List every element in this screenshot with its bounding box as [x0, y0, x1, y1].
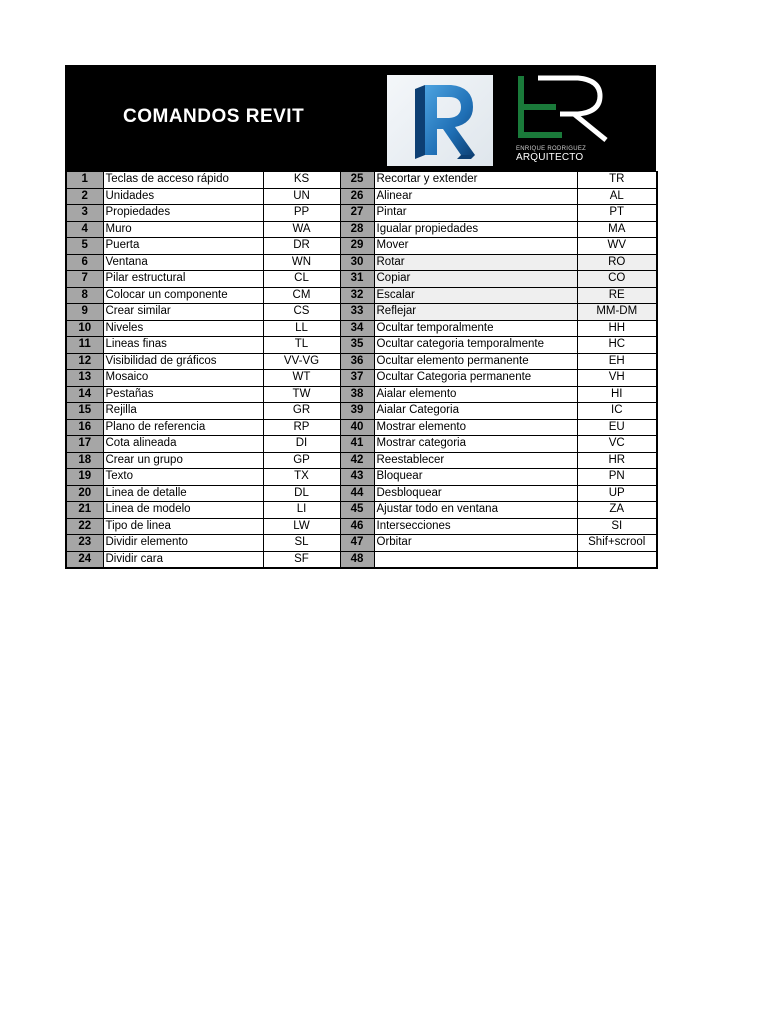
command-number: 1	[66, 172, 103, 189]
command-number: 33	[340, 304, 374, 321]
command-shortcut: GP	[263, 452, 340, 469]
command-shortcut: TW	[263, 386, 340, 403]
command-name: Ocultar elemento permanente	[374, 353, 577, 370]
command-shortcut: WA	[263, 221, 340, 238]
command-name: Lineas finas	[103, 337, 263, 354]
command-number: 34	[340, 320, 374, 337]
command-number: 37	[340, 370, 374, 387]
command-name: Plano de referencia	[103, 419, 263, 436]
table-row	[66, 436, 657, 453]
command-name: Igualar propiedades	[374, 221, 577, 238]
table-row	[66, 271, 657, 288]
command-shortcut: HC	[577, 337, 657, 354]
command-number: 38	[340, 386, 374, 403]
table-row	[66, 238, 657, 255]
command-number: 6	[66, 254, 103, 271]
command-number: 42	[340, 452, 374, 469]
command-number: 16	[66, 419, 103, 436]
command-name: Texto	[103, 469, 263, 486]
command-shortcut: LI	[263, 502, 340, 519]
table-row	[66, 172, 657, 189]
command-name: Pestañas	[103, 386, 263, 403]
command-number: 31	[340, 271, 374, 288]
command-number: 43	[340, 469, 374, 486]
command-name: Ocultar temporalmente	[374, 320, 577, 337]
command-name: Mosaico	[103, 370, 263, 387]
command-name: Mostrar elemento	[374, 419, 577, 436]
command-shortcut: Shif+scrool	[577, 535, 657, 552]
command-name: Rejilla	[103, 403, 263, 420]
command-shortcut: EH	[577, 353, 657, 370]
command-name: Unidades	[103, 188, 263, 205]
command-number: 12	[66, 353, 103, 370]
command-number: 27	[340, 205, 374, 222]
command-name: Teclas de acceso rápido	[103, 172, 263, 189]
command-name: Ajustar todo en ventana	[374, 502, 577, 519]
command-shortcut: LW	[263, 518, 340, 535]
table-row	[66, 320, 657, 337]
command-number: 14	[66, 386, 103, 403]
table-row	[66, 304, 657, 321]
command-shortcut: UN	[263, 188, 340, 205]
revit-r-icon	[387, 75, 493, 166]
command-number: 30	[340, 254, 374, 271]
command-shortcut: CM	[263, 287, 340, 304]
command-shortcut: TX	[263, 469, 340, 486]
command-name: Colocar un componente	[103, 287, 263, 304]
command-name: Reestablecer	[374, 452, 577, 469]
table-row	[66, 469, 657, 486]
command-name: Puerta	[103, 238, 263, 255]
command-shortcut: WT	[263, 370, 340, 387]
command-number: 26	[340, 188, 374, 205]
table-row	[66, 403, 657, 420]
command-number: 39	[340, 403, 374, 420]
command-shortcut: IC	[577, 403, 657, 420]
command-number: 15	[66, 403, 103, 420]
command-shortcut: LL	[263, 320, 340, 337]
command-number: 21	[66, 502, 103, 519]
command-shortcut: DL	[263, 485, 340, 502]
command-number: 25	[340, 172, 374, 189]
table-row	[66, 535, 657, 552]
command-number: 32	[340, 287, 374, 304]
command-shortcut: HI	[577, 386, 657, 403]
command-shortcut: UP	[577, 485, 657, 502]
table-row	[66, 518, 657, 535]
command-shortcut: CL	[263, 271, 340, 288]
command-shortcut: KS	[263, 172, 340, 189]
command-name: Rotar	[374, 254, 577, 271]
command-shortcut: SI	[577, 518, 657, 535]
table-row	[66, 452, 657, 469]
command-shortcut: PP	[263, 205, 340, 222]
command-shortcut: HR	[577, 452, 657, 469]
table-row	[66, 485, 657, 502]
commands-sheet	[65, 65, 656, 569]
command-number: 2	[66, 188, 103, 205]
command-shortcut: DR	[263, 238, 340, 255]
brand-name-line: ENRIQUE RODRIGUEZ	[516, 146, 587, 152]
command-number: 10	[66, 320, 103, 337]
command-name: Ocultar Categoria permanente	[374, 370, 577, 387]
command-number: 41	[340, 436, 374, 453]
command-name: Linea de modelo	[103, 502, 263, 519]
command-name: Orbitar	[374, 535, 577, 552]
command-shortcut: HH	[577, 320, 657, 337]
command-number: 36	[340, 353, 374, 370]
command-shortcut: AL	[577, 188, 657, 205]
command-number: 8	[66, 287, 103, 304]
table-row	[66, 419, 657, 436]
command-shortcut: VV-VG	[263, 353, 340, 370]
page-title: COMANDOS REVIT	[123, 106, 305, 127]
command-shortcut: VC	[577, 436, 657, 453]
command-name: Linea de detalle	[103, 485, 263, 502]
command-number: 11	[66, 337, 103, 354]
command-number: 5	[66, 238, 103, 255]
command-shortcut: PT	[577, 205, 657, 222]
command-shortcut: MA	[577, 221, 657, 238]
command-number: 29	[340, 238, 374, 255]
command-name: Crear similar	[103, 304, 263, 321]
command-name: Escalar	[374, 287, 577, 304]
command-number: 23	[66, 535, 103, 552]
table-row	[66, 386, 657, 403]
command-name: Niveles	[103, 320, 263, 337]
command-number: 18	[66, 452, 103, 469]
command-number: 47	[340, 535, 374, 552]
command-shortcut: RE	[577, 287, 657, 304]
command-shortcut: SL	[263, 535, 340, 552]
command-name: Mover	[374, 238, 577, 255]
er-monogram-icon	[508, 68, 618, 144]
table-row	[66, 370, 657, 387]
command-number: 7	[66, 271, 103, 288]
table-row	[66, 221, 657, 238]
command-number: 28	[340, 221, 374, 238]
command-shortcut: DI	[263, 436, 340, 453]
table-row	[66, 502, 657, 519]
command-number: 35	[340, 337, 374, 354]
command-shortcut: VH	[577, 370, 657, 387]
command-number: 24	[66, 551, 103, 568]
command-name: Reflejar	[374, 304, 577, 321]
command-number: 17	[66, 436, 103, 453]
command-shortcut: PN	[577, 469, 657, 486]
command-number: 48	[340, 551, 374, 568]
table-row	[66, 188, 657, 205]
command-name: Ocultar categoria temporalmente	[374, 337, 577, 354]
table-row	[66, 287, 657, 304]
command-name: Recortar y extender	[374, 172, 577, 189]
command-shortcut: TR	[577, 172, 657, 189]
command-shortcut: CS	[263, 304, 340, 321]
er-brand-logo	[508, 68, 618, 166]
table-row	[66, 353, 657, 370]
command-number: 46	[340, 518, 374, 535]
command-name: Pilar estructural	[103, 271, 263, 288]
command-name: Cota alineada	[103, 436, 263, 453]
command-number: 44	[340, 485, 374, 502]
command-name	[374, 551, 577, 568]
sheet-header	[65, 65, 656, 171]
command-name: Intersecciones	[374, 518, 577, 535]
command-name: Aialar elemento	[374, 386, 577, 403]
command-shortcut: GR	[263, 403, 340, 420]
command-name: Aialar Categoria	[374, 403, 577, 420]
command-name: Mostrar categoria	[374, 436, 577, 453]
command-number: 22	[66, 518, 103, 535]
table-row	[66, 205, 657, 222]
command-shortcut	[577, 551, 657, 568]
command-shortcut: WV	[577, 238, 657, 255]
command-number: 9	[66, 304, 103, 321]
command-name: Visibilidad de gráficos	[103, 353, 263, 370]
command-shortcut: SF	[263, 551, 340, 568]
table-row	[66, 551, 657, 568]
command-name: Ventana	[103, 254, 263, 271]
command-number: 4	[66, 221, 103, 238]
command-number: 40	[340, 419, 374, 436]
command-number: 13	[66, 370, 103, 387]
command-shortcut: TL	[263, 337, 340, 354]
table-row	[66, 337, 657, 354]
command-name: Pintar	[374, 205, 577, 222]
command-number: 19	[66, 469, 103, 486]
command-name: Muro	[103, 221, 263, 238]
command-name: Desbloquear	[374, 485, 577, 502]
command-shortcut: MM-DM	[577, 304, 657, 321]
command-number: 20	[66, 485, 103, 502]
brand-profession-line: ARQUITECTO	[516, 152, 584, 163]
command-number: 45	[340, 502, 374, 519]
commands-table	[65, 171, 658, 569]
command-shortcut: ZA	[577, 502, 657, 519]
command-name: Copiar	[374, 271, 577, 288]
command-name: Dividir elemento	[103, 535, 263, 552]
command-name: Dividir cara	[103, 551, 263, 568]
command-shortcut: RP	[263, 419, 340, 436]
command-number: 3	[66, 205, 103, 222]
command-name: Bloquear	[374, 469, 577, 486]
command-name: Tipo de linea	[103, 518, 263, 535]
command-shortcut: RO	[577, 254, 657, 271]
command-name: Alinear	[374, 188, 577, 205]
commands-table-body	[66, 172, 657, 569]
command-name: Propiedades	[103, 205, 263, 222]
command-shortcut: CO	[577, 271, 657, 288]
table-row	[66, 254, 657, 271]
command-shortcut: EU	[577, 419, 657, 436]
command-name: Crear un grupo	[103, 452, 263, 469]
command-shortcut: WN	[263, 254, 340, 271]
revit-logo	[387, 75, 493, 166]
